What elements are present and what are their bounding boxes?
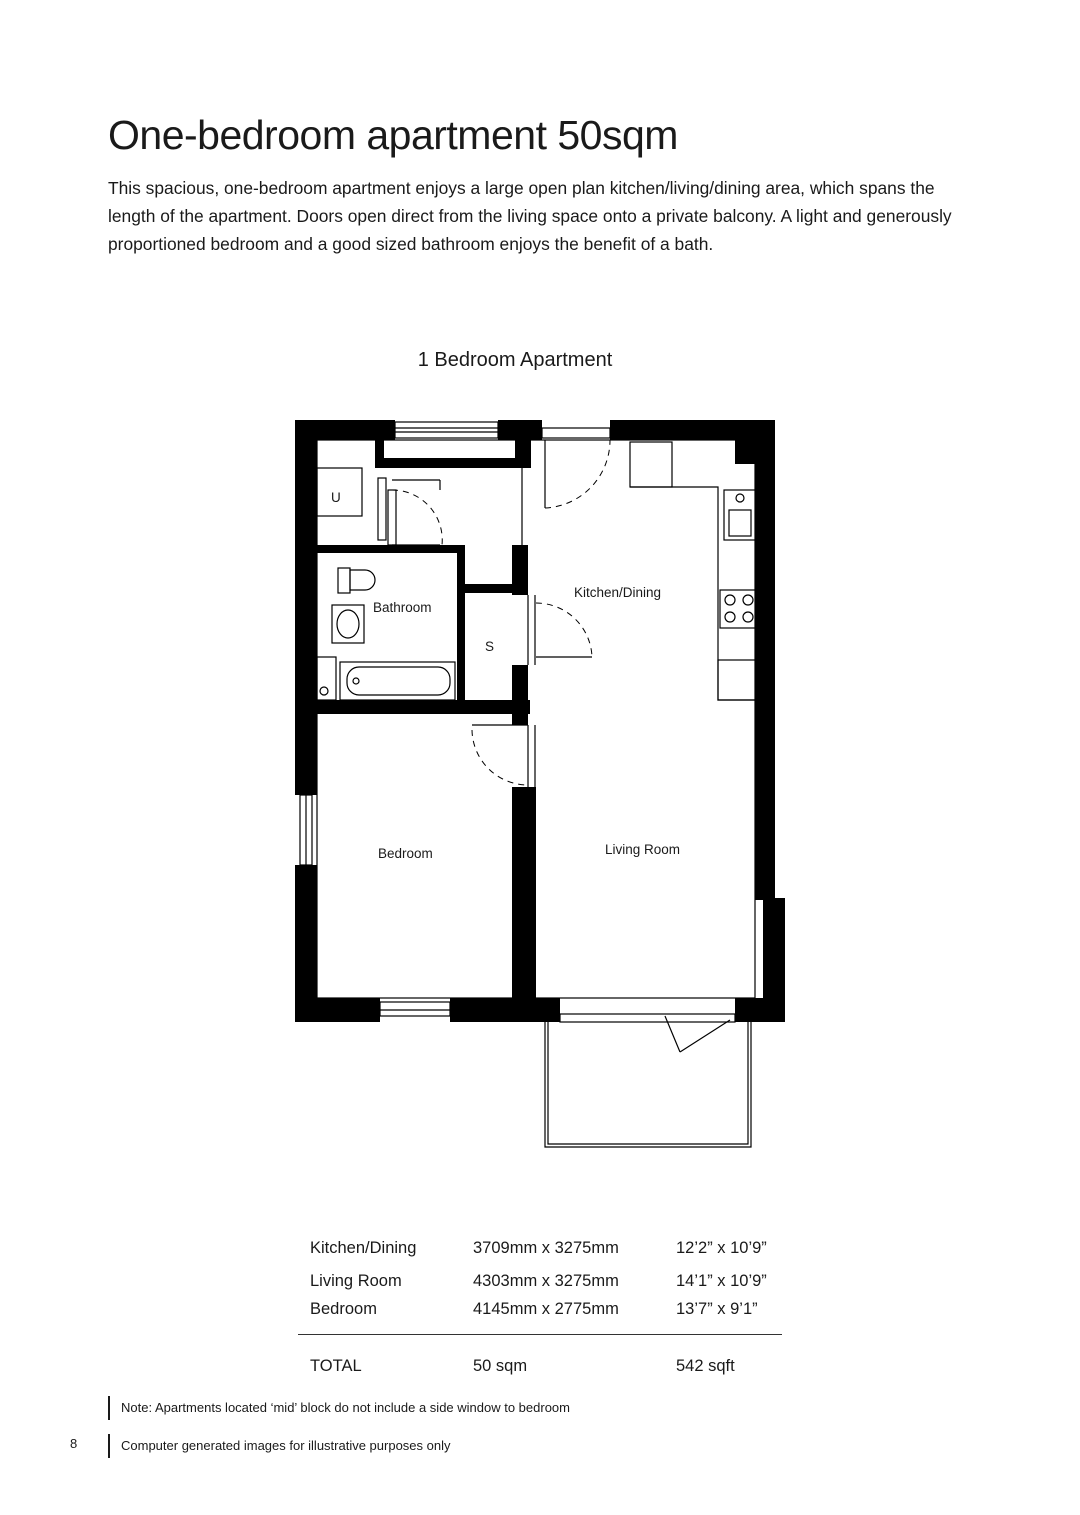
plan-linework	[300, 422, 760, 1147]
total-metric: 50 sqm	[473, 1356, 528, 1375]
walls	[295, 420, 785, 1022]
page-title: One-bedroom apartment 50sqm	[108, 112, 678, 158]
room-imperial: 12’2” x 10’9”	[676, 1239, 767, 1257]
label-kitchen: Kitchen/Dining	[574, 585, 662, 600]
room-metric: 4303mm x 3275mm	[473, 1272, 619, 1290]
label-storage: S	[485, 639, 495, 654]
room-metric: 4145mm x 2775mm	[473, 1298, 676, 1335]
room-metric: 3709mm x 3275mm	[473, 1239, 619, 1257]
label-utility: U	[331, 490, 341, 505]
total-imperial: 542 sqft	[676, 1356, 735, 1375]
floor-plan-title: 1 Bedroom Apartment	[417, 349, 613, 371]
table-row	[298, 1298, 782, 1335]
total-row	[298, 1335, 782, 1390]
room-imperial: 14’1” x 10’9”	[676, 1272, 767, 1290]
total-label: TOTAL	[310, 1356, 362, 1375]
room-name: Kitchen/Dining	[310, 1239, 417, 1257]
disclaimer-text: Computer generated images for illustrative purposes only	[108, 1434, 451, 1458]
room-dimensions-table	[298, 1232, 782, 1389]
page-number: 8	[70, 1436, 78, 1451]
note-text: Note: Apartments located ‘mid’ block do not include a side window to bedroom	[108, 1396, 570, 1420]
label-bathroom: Bathroom	[373, 600, 432, 615]
room-imperial: 13’7” x 9’1”	[676, 1298, 782, 1335]
table-row	[298, 1232, 782, 1265]
label-living-room: Living Room	[605, 842, 681, 857]
room-name: Bedroom	[298, 1298, 473, 1335]
intro-paragraph: This spacious, one-bedroom apartment enjoys a large open plan kitchen/living/dining area, which spans the length of the apartment. Doors open direct from the living space onto a private balcony. A light and generously proportioned bedroom and a good sized bathroom enjoys the benefit of a bath.	[108, 178, 952, 254]
table-row	[298, 1265, 782, 1298]
label-bedroom: Bedroom	[378, 846, 433, 861]
room-name: Living Room	[310, 1272, 402, 1290]
